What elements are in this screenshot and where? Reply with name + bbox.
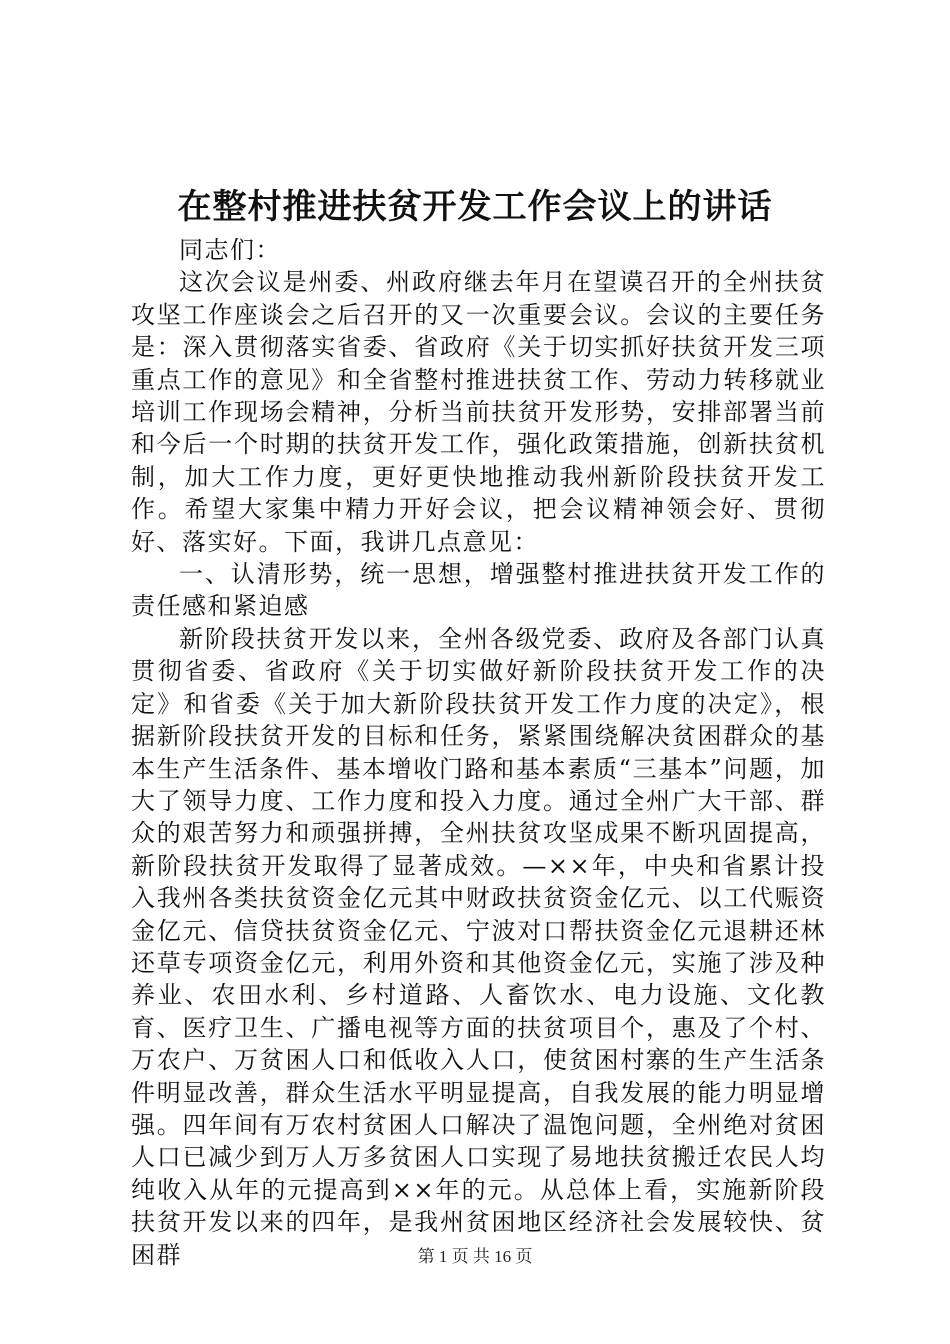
salutation: 同志们： bbox=[179, 236, 281, 264]
document-title: 在整村推进扶贫开发工作会议上的讲话 bbox=[177, 187, 773, 227]
document-body bbox=[131, 234, 826, 1271]
paragraph: 这次会议是州委、州政府继去年月在望谟召开的全州扶贫攻坚工作座谈会之后召开的又一次重要会议。会议的主要任务是：深入贯彻落实省委、省政府《关于切实抓好扶贫开发三项重点工作的意见》和全省整村推进扶贫工作、劳动力转移就业培训工作现场会精神，分析当前扶贫开发形势，安排部署当前和今后一个时期的扶贫开发工作，强化政策措施，创新扶贫机制，加大工作力度，更好更快地推动我州新阶段扶贫开发工作。希望大家集中精力开好会议，把会议精神领会好、贯彻好、落实好。下面，我讲几点意见： bbox=[131, 268, 826, 556]
page-number-footer: 第 1 页 共 16 页 bbox=[417, 1247, 533, 1266]
section-heading: 一、认清形势，统一思想，增强整村推进扶贫开发工作的责任感和紧迫感 bbox=[131, 560, 826, 621]
paragraph: 新阶段扶贫开发以来，全州各级党委、政府及各部门认真贯彻省委、省政府《关于切实做好新阶段扶贫开发工作的决定》和省委《关于加大新阶段扶贫开发工作力度的决定》，根据新阶段扶贫开发的目标和任务，紧紧围绕解决贫困群众的基本生产生活条件、基本增收门路和基本素质“三基本”问题，加大了领导力度、工作力度和投入力度。通过全州广大干部、群众的艰苦努力和顽强拼搏，全州扶贫攻坚成果不断巩固提高，新阶段扶贫开发取得了显著成效。—××年，中央和省累计投入我州各类扶贫资金亿元其中财政扶贫资金亿元、以工代赈资金亿元、信贷扶贫资金亿元、宁波对口帮扶资金亿元退耕还林还草专项资金亿元，利用外资和其他资金亿元，实施了涉及种养业、农田水利、乡村道路、人畜饮水、电力设施、文化教育、医疗卫生、广播电视等方面的扶贫项目个，惠及了个村、万农户、万贫困人口和低收入人口，使贫困村寨的生产生活条件明显改善，群众生活水平明显提高，自我发展的能力明显增强。四年间有万农村贫困人口解决了温饱问题，全州绝对贫困人口已减少到万人万多贫困人口实现了易地扶贫搬迁农民人均纯收入从年的元提高到××年的元。从总体上看，实施新阶段扶贫开发以来的四年，是我州贫困地区经济社会发展较快、贫困群 bbox=[131, 624, 826, 1269]
